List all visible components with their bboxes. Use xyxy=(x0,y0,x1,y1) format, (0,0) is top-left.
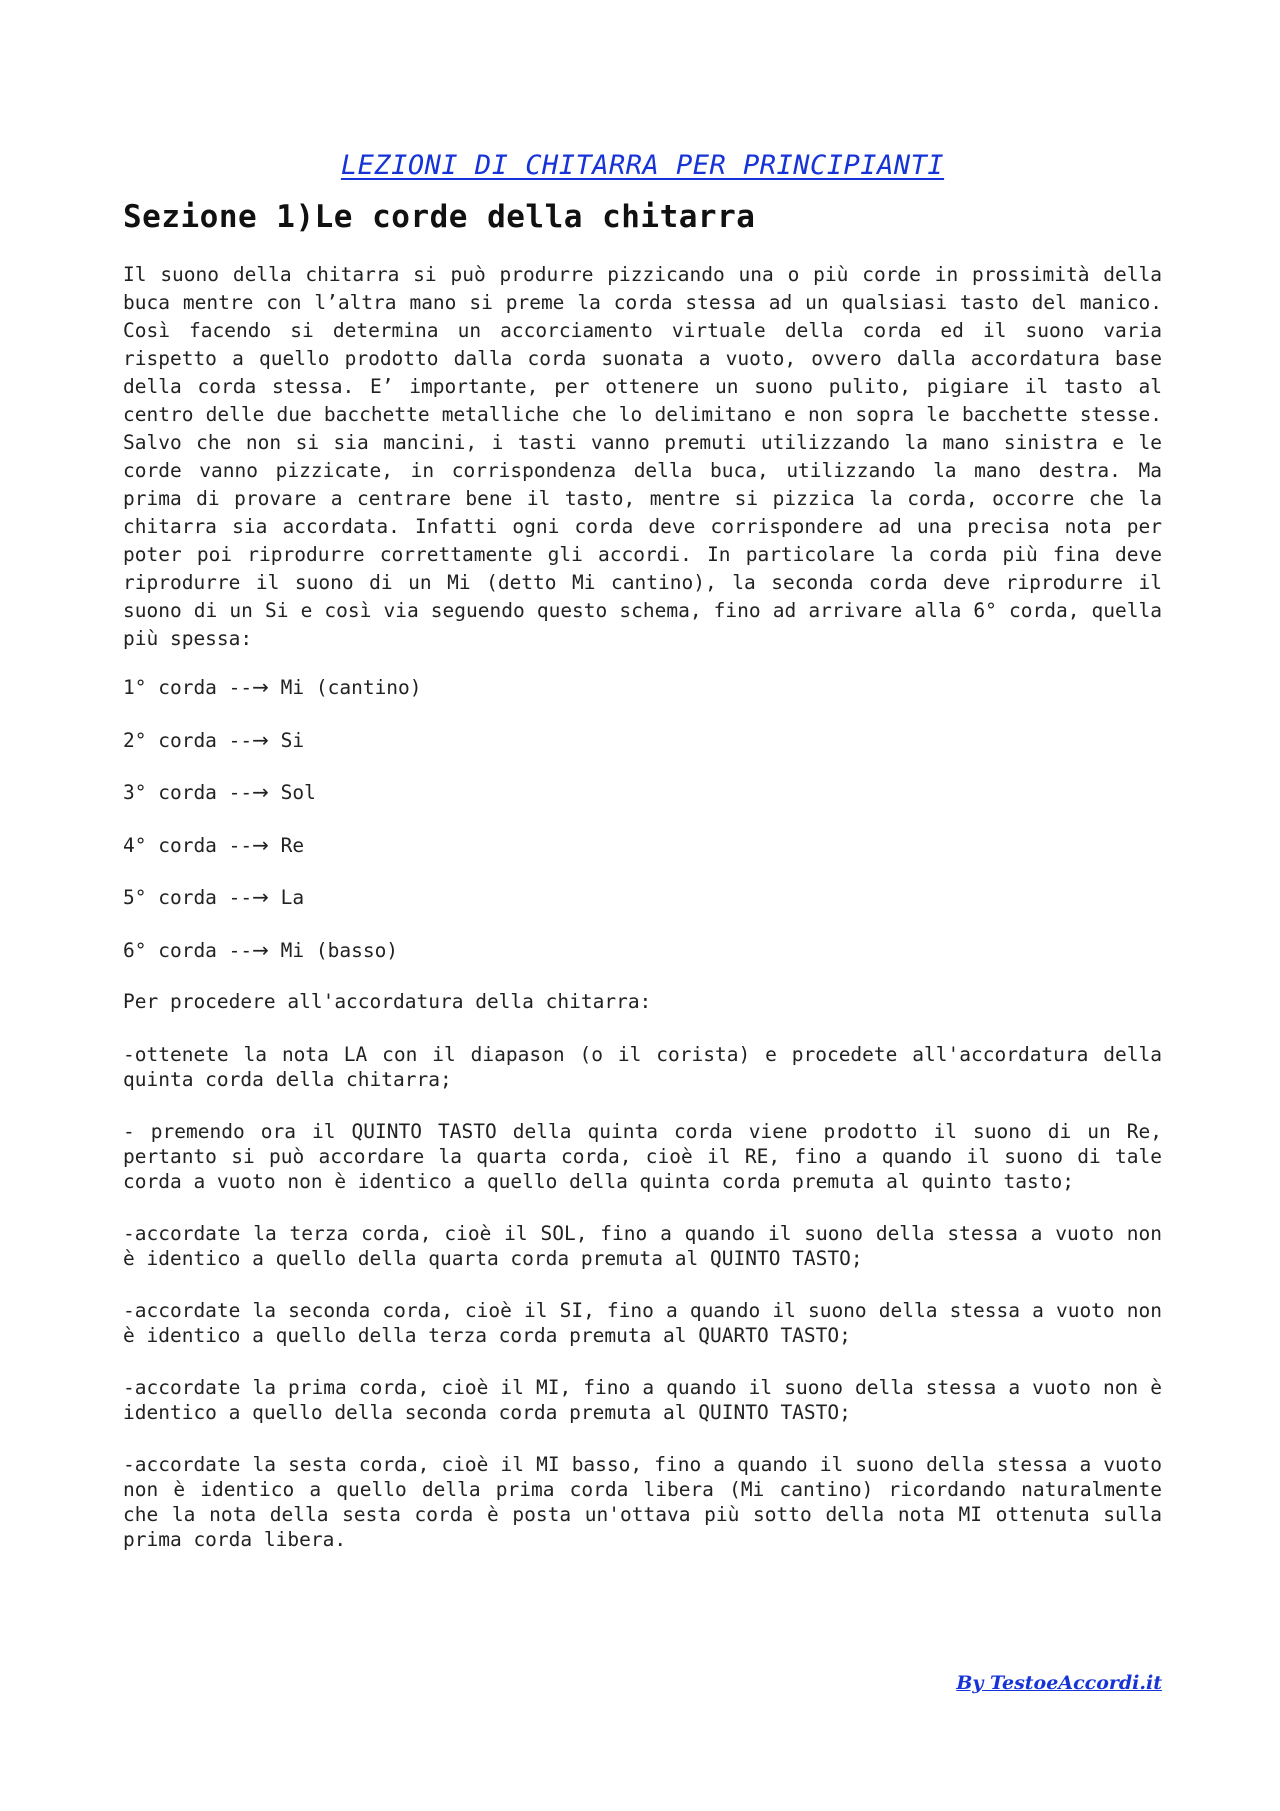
string-note: Mi (cantino) xyxy=(268,676,422,699)
list-item xyxy=(123,831,1162,860)
string-label: 1° corda -- xyxy=(123,676,253,699)
string-label: 5° corda -- xyxy=(123,886,253,909)
string-label: 3° corda -- xyxy=(123,781,253,804)
string-note: Re xyxy=(268,833,305,857)
tuning-step: -accordate la terza corda, cioè il SOL, fino a quando il suono della stessa a vuoto non è identico a quello della quarta corda premuta al QUINTO TASTO; xyxy=(123,1222,1162,1270)
tuning-step: -ottenete la nota LA con il diapason (o il corista) e procedete all'accordatura della quinta corda della chitarra; xyxy=(123,1043,1162,1091)
arrow-right-icon: → xyxy=(252,832,269,857)
tuning-step: -accordate la sesta corda, cioè il MI basso, fino a quando il suono della stessa a vuoto non è identico a quello della prima corda libera (Mi cantino) ricordando naturalmente che la nota della sesta corda è posta un'ottava più sotto della nota MI ottenuta sulla prima corda libera. xyxy=(123,1453,1162,1551)
string-note: Mi (basso) xyxy=(268,938,399,962)
list-item xyxy=(123,673,1162,702)
tuning-intro: Per procedere all'accordatura della chitarra: xyxy=(123,990,652,1013)
list-item xyxy=(123,883,1162,912)
string-note: La xyxy=(268,886,305,909)
tuning-step: -accordate la seconda corda, cioè il SI, fino a quando il suono della stessa a vuoto non è identico a quello della terza corda premuta al QUARTO TASTO; xyxy=(123,1299,1162,1347)
string-note: Sol xyxy=(268,781,316,804)
intro-paragraph: Il suono della chitarra si può produrre pizzicando una o più corde in prossimità della buca mentre con l’altra mano si preme la corda stessa ad un qualsiasi tasto del manico. Così facendo si determina un accorciamento virtuale della corda ed il suono varia rispetto a quello prodotto dalla corda suonata a vuoto, ovvero dalla accordatura base della corda stessa. E’ importante, per ottenere un suono pulito, pigiare il tasto al centro delle due bacchette metalliche che lo delimitano e non sopra le bacchette stesse. Salvo che non si sia mancini, i tasti vanno premuti utilizzando la mano sinistra e le corde vanno pizzicate, in corrispondenza della buca, utilizzando la mano destra. Ma prima di provare a centrare bene il tasto, mentre si pizzica la corda, occorre che la chitarra sia accordata. Infatti ogni corda deve corrispondere ad una precisa nota per poter poi riprodurre correttamente gli accordi. In particolare la corda più fina deve riprodurre il suono di un Mi (detto Mi cantino), la seconda corda deve riprodurre il suono di un Si e così via seguendo questo schema, fino ad arrivare alla 6° corda, quella più spessa: xyxy=(123,263,1162,650)
tuning-step: - premendo ora il QUINTO TASTO della quinta corda viene prodotto il suono di un Re, pertanto si può accordare la quarta corda, cioè il RE, fino a quando il suono di tale corda a vuoto non è identico a quello della quinta corda premuta al quinto tasto; xyxy=(123,1120,1162,1193)
list-item xyxy=(123,726,1162,755)
tuning-step: -accordate la prima corda, cioè il MI, fino a quando il suono della stessa a vuoto non è identico a quello della seconda corda premuta al QUINTO TASTO; xyxy=(123,1376,1162,1424)
list-item xyxy=(123,936,1162,965)
list-item xyxy=(123,778,1162,807)
page-title-link[interactable]: LEZIONI DI CHITARRA PER PRINCIPIANTI xyxy=(340,150,945,181)
string-label: 6° corda -- xyxy=(123,938,253,962)
string-list xyxy=(123,673,1162,965)
arrow-right-icon: → xyxy=(252,727,269,752)
arrow-right-icon: → xyxy=(252,780,269,804)
footer-credit-link[interactable]: By TestoeAccordi.it xyxy=(956,1672,1162,1694)
document-page xyxy=(123,150,1162,1579)
arrow-right-icon: → xyxy=(252,937,269,962)
string-label: 2° corda -- xyxy=(123,728,253,752)
arrow-right-icon: → xyxy=(252,675,269,699)
string-label: 4° corda -- xyxy=(123,833,253,857)
section-heading: Sezione 1)Le corde della chitarra xyxy=(123,199,756,235)
string-note: Si xyxy=(268,728,305,752)
arrow-right-icon: → xyxy=(252,885,269,909)
